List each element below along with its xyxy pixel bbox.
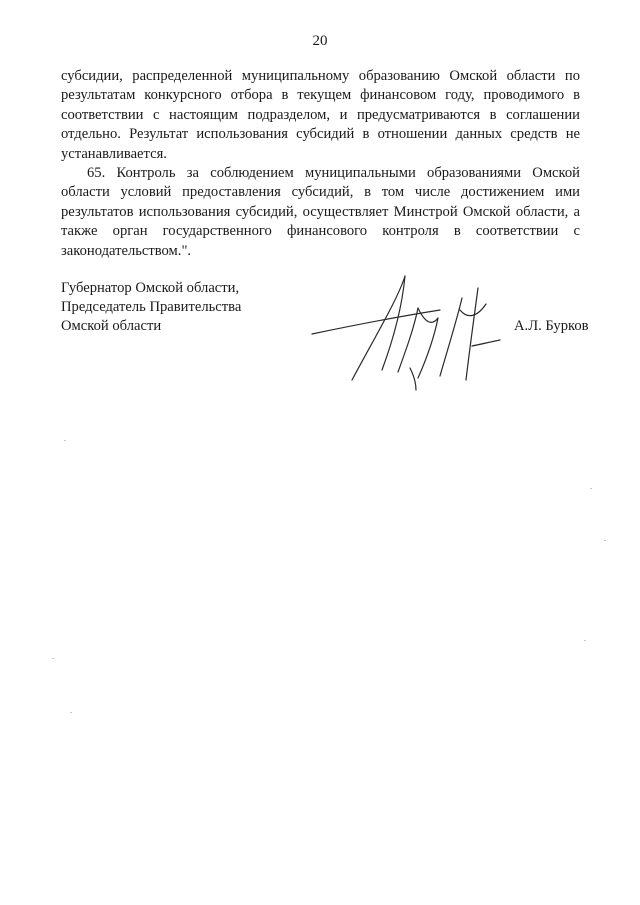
signatory-title-line-2: Председатель Правительства [61, 299, 242, 315]
scan-speck [52, 658, 54, 659]
signatory-title-line-1: Губернатор Омской области, [61, 280, 240, 296]
scan-speck [584, 640, 586, 641]
scan-speck [604, 540, 606, 541]
page-number: 20 [312, 33, 328, 49]
signature-stroke [460, 304, 486, 316]
signer-name: А.Л. Бурков [514, 318, 589, 334]
paragraph-65-control: 65. Контроль за соблюдением муниципальными образованиями Омской области условий предоставления субсидий, в том числе достижением ими результатов использования субсидий, осуществляет Минстрой Омской области, а также орган государственного финансового контроля в соответствии с законодательством.". [61, 165, 580, 259]
scan-speck [64, 440, 66, 441]
scan-speck [70, 712, 72, 713]
signature-stroke [352, 276, 405, 380]
paragraph-subsidy-distribution: субсидии, распределенной муниципальному образованию Омской области по результатам конкурсного отбора в текущем финансовом году, проводимого в соответствии с настоящим подразделом, и предусматриваются в соглашении отдельно. Результат использования субсидий в отношении данных средств не устанавливается. [61, 68, 580, 162]
signature-stroke [418, 318, 438, 378]
document-body [61, 67, 580, 261]
handwritten-signature [310, 268, 520, 393]
signature-stroke [418, 308, 438, 322]
signature-stroke [382, 276, 405, 370]
scan-speck [590, 488, 592, 489]
signature-stroke [398, 308, 418, 372]
signature-stroke [472, 340, 500, 346]
signatory-title-line-3: Омской области [61, 318, 162, 334]
signatory-title [61, 279, 241, 336]
signature-stroke [440, 298, 462, 376]
signature-stroke [410, 368, 416, 390]
signature-stroke [466, 288, 478, 380]
